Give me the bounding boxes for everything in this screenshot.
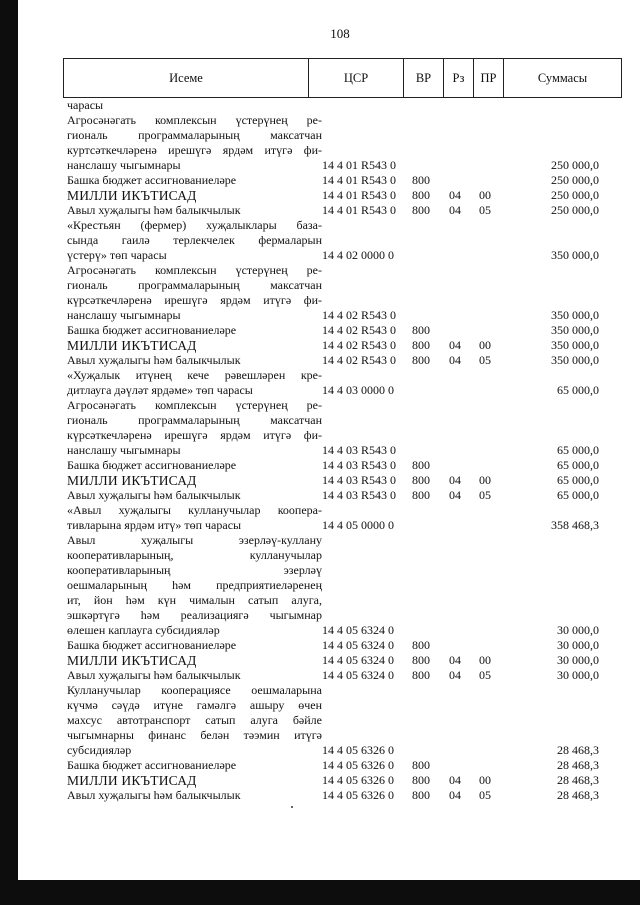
row-name-line: Агросәнәгать комплексын үстерүнең ре- <box>67 113 322 127</box>
row-vr: 800 <box>412 203 430 217</box>
row-name-line: кооперативларының эзерләү <box>67 563 322 577</box>
table-row <box>67 203 607 218</box>
header-csr: ЦСР <box>309 59 404 97</box>
row-vr: 800 <box>412 173 430 187</box>
row-sum: 350 000,0 <box>551 308 599 322</box>
table-header <box>63 58 622 98</box>
row-csr: 14 4 01 R543 0 <box>322 203 397 217</box>
row-csr: 14 4 05 6326 0 <box>322 743 394 757</box>
row-name-line: күрсәткечләренә ирешүгә ярдәм итүгә фи- <box>67 293 322 307</box>
row-rz: 04 <box>449 653 461 667</box>
row-name-line: «Крестьян (фермер) хуҗалыклары база- <box>67 218 322 232</box>
row-sum: 28 468,3 <box>557 788 599 802</box>
header-vr: ВР <box>404 59 444 97</box>
row-sum: 350 000,0 <box>551 353 599 367</box>
row-name-line: Башка бюджет ассигнованиеләре <box>67 638 237 652</box>
row-sum: 250 000,0 <box>551 158 599 172</box>
row-csr: 14 4 05 6324 0 <box>322 653 394 667</box>
row-name-line: МИЛЛИ ИКЪТИСАД <box>67 653 197 668</box>
row-vr: 800 <box>412 353 430 367</box>
row-vr: 800 <box>412 758 430 772</box>
row-name-line: нанслашу чыгымнары <box>67 443 181 457</box>
row-name-line: дитлауга дәүләт ярдәме» төп чарасы <box>67 383 253 397</box>
table-row <box>67 353 607 368</box>
row-name-line: махсус автотранспорт сатып алуга бәйле <box>67 713 322 727</box>
row-name-line: Авыл хуҗалыгы һәм балыкчылык <box>67 788 241 802</box>
row-name-line: эшкәртүгә һәм реализациягә чыгымнар <box>67 608 322 622</box>
row-rz: 04 <box>449 353 461 367</box>
row-name <box>67 653 322 668</box>
row-pr: 00 <box>479 188 491 202</box>
row-sum: 65 000,0 <box>557 458 599 472</box>
row-name-line: МИЛЛИ ИКЪТИСАД <box>67 338 197 353</box>
row-name-line: Башка бюджет ассигнованиеләре <box>67 173 237 187</box>
row-name-line: Авыл хуҗалыгы һәм балыкчылык <box>67 668 241 682</box>
row-csr: 14 4 01 R543 0 <box>322 158 397 172</box>
row-name-line: Агросәнәгать комплексын үстерүнең ре- <box>67 263 322 277</box>
row-vr: 800 <box>412 638 430 652</box>
row-sum: 28 468,3 <box>557 758 599 772</box>
row-name-line: «Авыл хуҗалыгы кулланучылар коопера- <box>67 503 322 517</box>
row-csr: 14 4 05 6324 0 <box>322 668 394 682</box>
header-rz: Рз <box>444 59 474 97</box>
row-csr: 14 4 01 R543 0 <box>322 173 397 187</box>
row-name-line: Авыл хуҗалыгы эзерләү-куллану <box>67 533 322 547</box>
table-row <box>67 503 607 533</box>
row-name <box>67 533 322 638</box>
row-name <box>67 353 322 368</box>
table-row <box>67 338 607 353</box>
row-csr: 14 4 03 R543 0 <box>322 488 397 502</box>
scan-edge-bottom <box>0 880 640 905</box>
row-name-line: гиональ программаларының максатчан <box>67 278 322 292</box>
row-name <box>67 323 322 338</box>
row-sum: 350 000,0 <box>551 338 599 352</box>
table-row <box>67 188 607 203</box>
row-vr: 800 <box>412 653 430 667</box>
row-pr: 00 <box>479 338 491 352</box>
row-pr: 05 <box>479 353 491 367</box>
row-sum: 250 000,0 <box>551 188 599 202</box>
row-name-line: гиональ программаларының максатчан <box>67 128 322 142</box>
row-name <box>67 773 322 788</box>
table-row <box>67 683 607 758</box>
row-name-line: Башка бюджет ассигнованиеләре <box>67 458 237 472</box>
row-sum: 358 468,3 <box>551 518 599 532</box>
row-name <box>67 203 322 218</box>
row-pr: 05 <box>479 788 491 802</box>
row-name <box>67 473 322 488</box>
row-rz: 04 <box>449 203 461 217</box>
row-name-line: «Хуҗалык итүнең кече рәвешләрен кре- <box>67 368 322 382</box>
row-rz: 04 <box>449 773 461 787</box>
table-row <box>67 638 607 653</box>
row-sum: 65 000,0 <box>557 488 599 502</box>
table-row <box>67 323 607 338</box>
header-pr: ПР <box>474 59 504 97</box>
row-rz: 04 <box>449 473 461 487</box>
row-csr: 14 4 02 R543 0 <box>322 323 397 337</box>
row-vr: 800 <box>412 773 430 787</box>
row-rz: 04 <box>449 668 461 682</box>
row-name <box>67 668 322 683</box>
row-name <box>67 263 322 323</box>
row-name-line: Башка бюджет ассигнованиеләре <box>67 323 237 337</box>
row-name-line: субсидияләр <box>67 743 132 757</box>
table-row <box>67 368 607 398</box>
row-name <box>67 188 322 203</box>
row-name-line: Авыл хуҗалыгы һәм балыкчылык <box>67 353 241 367</box>
row-vr: 800 <box>412 323 430 337</box>
row-csr: 14 4 05 6324 0 <box>322 623 394 637</box>
row-csr: 14 4 03 0000 0 <box>322 383 394 397</box>
row-name-line: МИЛЛИ ИКЪТИСАД <box>67 773 197 788</box>
row-sum: 65 000,0 <box>557 383 599 397</box>
row-name-line: күчмә сәүдә итүне гамәлгә ашыру өчен <box>67 698 322 712</box>
row-csr: 14 4 02 R543 0 <box>322 338 397 352</box>
row-pr: 00 <box>479 473 491 487</box>
row-rz: 04 <box>449 338 461 352</box>
row-name-line: гиональ программаларының максатчан <box>67 413 322 427</box>
table-row <box>67 263 607 323</box>
row-name-line: тивларына ярдәм итү» төп чарасы <box>67 518 242 532</box>
table-row <box>67 458 607 473</box>
table-row <box>67 398 607 458</box>
row-sum: 65 000,0 <box>557 473 599 487</box>
row-sum: 28 468,3 <box>557 773 599 787</box>
row-name-line: нанслашу чыгымнары <box>67 158 181 172</box>
row-name-line: үстерү» төп чарасы <box>67 248 167 262</box>
row-name-line: Агросәнәгать комплексын үстерүнең ре- <box>67 398 322 412</box>
table-row <box>67 98 607 113</box>
row-sum: 28 468,3 <box>557 743 599 757</box>
row-pr: 05 <box>479 488 491 502</box>
table-row <box>67 668 607 683</box>
row-vr: 800 <box>412 668 430 682</box>
table-row <box>67 533 607 638</box>
row-vr: 800 <box>412 788 430 802</box>
row-sum: 250 000,0 <box>551 173 599 187</box>
row-vr: 800 <box>412 458 430 472</box>
row-name <box>67 368 322 398</box>
header-name: Исеме <box>64 59 309 97</box>
row-sum: 350 000,0 <box>551 248 599 262</box>
row-name <box>67 758 322 773</box>
table-row <box>67 653 607 668</box>
row-pr: 05 <box>479 203 491 217</box>
row-csr: 14 4 05 6324 0 <box>322 638 394 652</box>
row-vr: 800 <box>412 188 430 202</box>
row-name <box>67 113 322 173</box>
row-csr: 14 4 05 6326 0 <box>322 773 394 787</box>
scan-speck <box>291 806 293 808</box>
table-row <box>67 758 607 773</box>
row-name-line: нанслашу чыгымнары <box>67 308 181 322</box>
row-vr: 800 <box>412 338 430 352</box>
row-name <box>67 458 322 473</box>
row-name-line: МИЛЛИ ИКЪТИСАД <box>67 188 197 203</box>
row-csr: 14 4 05 6326 0 <box>322 788 394 802</box>
row-name-line: чарасы <box>67 98 104 112</box>
row-csr: 14 4 02 R543 0 <box>322 308 397 322</box>
table-row <box>67 218 607 263</box>
row-name <box>67 218 322 263</box>
row-vr: 800 <box>412 473 430 487</box>
row-name-line: куртсәткечләренә ирешүгә ярдәм итүгә фи- <box>67 143 322 157</box>
row-name <box>67 338 322 353</box>
row-name <box>67 98 322 113</box>
row-pr: 00 <box>479 653 491 667</box>
row-name-line: Башка бюджет ассигнованиеләре <box>67 758 237 772</box>
row-rz: 04 <box>449 488 461 502</box>
row-name <box>67 788 322 803</box>
row-name <box>67 398 322 458</box>
row-name-line: ит, йон һәм күн чималын сатып алуга, <box>67 593 322 607</box>
table-body <box>67 98 607 803</box>
page-number: 108 <box>330 26 350 41</box>
row-csr: 14 4 05 6326 0 <box>322 758 394 772</box>
row-sum: 250 000,0 <box>551 203 599 217</box>
table-row <box>67 773 607 788</box>
row-csr: 14 4 02 0000 0 <box>322 248 394 262</box>
row-csr: 14 4 03 R543 0 <box>322 473 397 487</box>
row-name-line: сында гаилә терлекчелек фермаларын <box>67 233 322 247</box>
table-row <box>67 473 607 488</box>
row-pr: 00 <box>479 773 491 787</box>
table-row <box>67 788 607 803</box>
table-row <box>67 173 607 188</box>
row-csr: 14 4 05 0000 0 <box>322 518 394 532</box>
row-sum: 30 000,0 <box>557 623 599 637</box>
row-csr: 14 4 03 R543 0 <box>322 443 397 457</box>
row-sum: 30 000,0 <box>557 638 599 652</box>
row-name <box>67 503 322 533</box>
row-vr: 800 <box>412 488 430 502</box>
row-csr: 14 4 02 R543 0 <box>322 353 397 367</box>
header-sum: Суммасы <box>537 70 588 85</box>
row-name <box>67 638 322 653</box>
row-name <box>67 173 322 188</box>
row-sum: 30 000,0 <box>557 668 599 682</box>
row-name-line: Кулланучылар кооперациясе оешмаларына <box>67 683 322 697</box>
row-name-line: чыгымнарны финанс белән тәэмин итүгә <box>67 728 322 742</box>
row-rz: 04 <box>449 188 461 202</box>
table-row <box>67 113 607 173</box>
row-csr: 14 4 03 R543 0 <box>322 458 397 472</box>
row-name-line: күрсәткечләренә ирешүгә ярдәм итүгә фи- <box>67 428 322 442</box>
row-sum: 350 000,0 <box>551 323 599 337</box>
table-row <box>67 488 607 503</box>
row-name-line: кооперативларының, кулланучылар <box>67 548 322 562</box>
row-rz: 04 <box>449 788 461 802</box>
row-name-line: Авыл хуҗалыгы һәм балыкчылык <box>67 203 241 217</box>
row-name <box>67 683 322 758</box>
row-csr: 14 4 01 R543 0 <box>322 188 397 202</box>
row-sum: 30 000,0 <box>557 653 599 667</box>
row-name-line: Авыл хуҗалыгы һәм балыкчылык <box>67 488 241 502</box>
row-name-line: оешмаларының һәм предприятиеләренең <box>67 578 322 592</box>
row-name-line: өлешен каплауга субсидияләр <box>67 623 220 637</box>
row-name-line: МИЛЛИ ИКЪТИСАД <box>67 473 197 488</box>
row-sum: 65 000,0 <box>557 443 599 457</box>
row-pr: 05 <box>479 668 491 682</box>
scan-edge-left <box>0 0 18 905</box>
row-name <box>67 488 322 503</box>
